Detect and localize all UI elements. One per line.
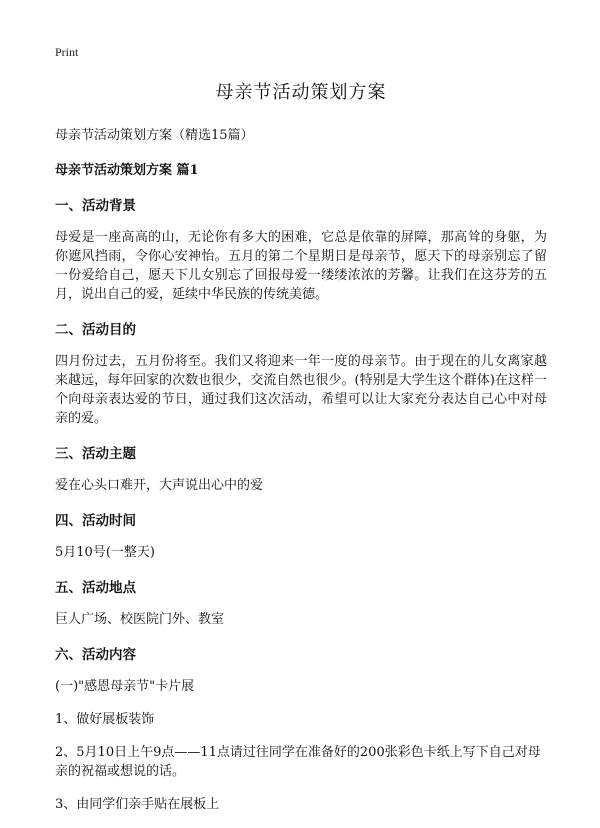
section-heading-purpose: 二、活动目的	[55, 322, 136, 338]
content-item: 2、5月10日上午9点——11点请过往同学在准备好的200张彩色卡纸上写下自己对母亲的祝福或想说的话。	[55, 745, 541, 779]
document-title: 母亲节活动策划方案	[215, 82, 387, 103]
content-item: 1、做好展板装饰	[55, 712, 155, 727]
section-heading-theme: 三、活动主题	[55, 446, 136, 462]
document-intro: 母亲节活动策划方案（精选15篇）	[55, 128, 254, 143]
section-text-location: 巨人广场、校医院门外、教室	[55, 612, 225, 627]
section-heading-location: 五、活动地点	[55, 580, 136, 596]
content-item: 3、由同学们亲手贴在展板上	[55, 797, 220, 812]
section-heading-content: 六、活动内容	[55, 647, 136, 663]
section-text-time: 5月10号(一整天)	[55, 545, 155, 560]
document-body	[55, 78, 547, 828]
content-item: (一)"感恩母亲节"卡片展	[55, 679, 195, 694]
print-label[interactable]: Print	[55, 45, 79, 59]
section-heading-time: 四、活动时间	[55, 513, 136, 529]
document-subtitle: 母亲节活动策划方案 篇1	[55, 163, 199, 178]
section-text-background: 母爱是一座高高的山，无论你有多大的困难，它总是依靠的屏障，那高耸的身躯，为你遮风挡雨，令你心安神怡。五月的第二个星期日是母亲节，愿天下的母亲别忘了留一份爱给自己，愿天下儿女别忘了回报母爱一缕缕浓浓的芳馨。让我们在这芬芳的五月，说出自己的爱，延续中华民族的传统美德。	[55, 230, 547, 302]
section-text-theme: 爱在心头口难开，大声说出心中的爱	[55, 478, 264, 493]
section-heading-background: 一、活动背景	[55, 198, 136, 214]
section-text-purpose: 四月份过去，五月份将至。我们又将迎来一年一度的母亲节。由于现在的儿女离家越来越远，每年回家的次数也很少，交流自然也很少。(特别是大学生这个群体)在这样一个向母亲表达爱的节日，通过我们这次活动，希望可以让大家充分表达自己心中对母亲的爱。	[55, 354, 547, 426]
